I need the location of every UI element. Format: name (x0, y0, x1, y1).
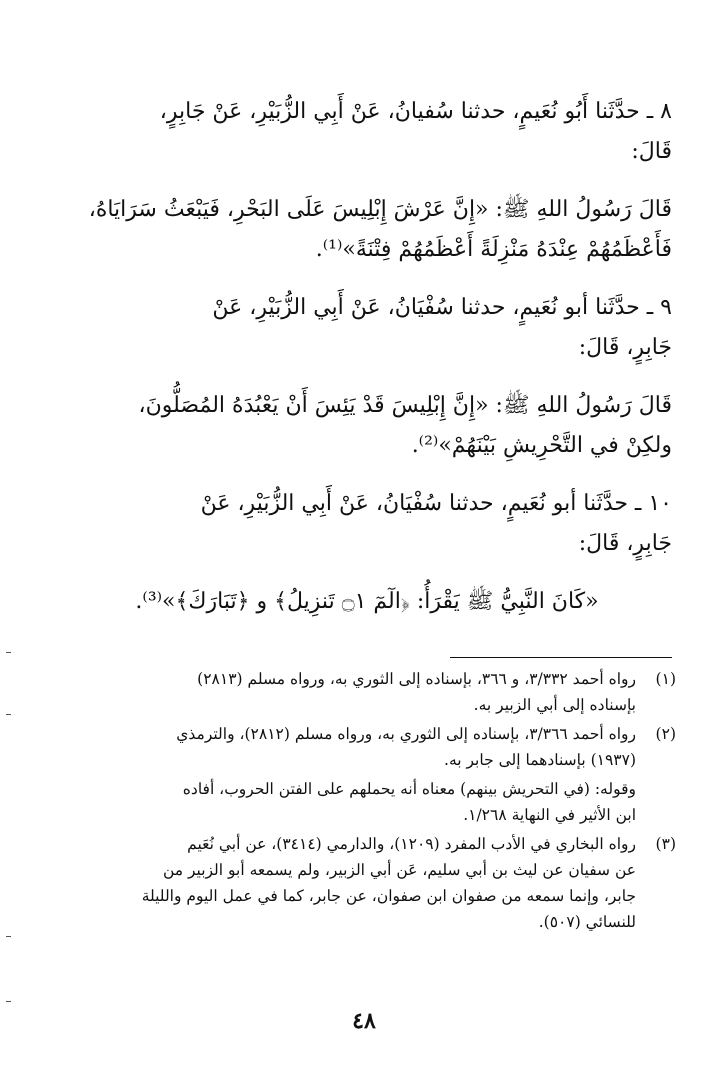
isnad-line: ١٠ ـ حدَّثَنا أبو نُعَيمٍ، حدثنا سُفْيَانُ، عَنْ أَبِي الزُّبَيْرِ، عَنْ (200, 491, 672, 516)
isnad-line: قَالَ: (631, 139, 672, 164)
matn-line: ولكِنْ في التَّحْرِيشِ بَيْنَهُمْ»⁽²⁾. (411, 433, 672, 458)
matn-line: قَالَ رَسُولُ اللهِ ﷺ: «إِنَّ عَرْشَ إِبْلِيسَ عَلَى البَحْرِ، فَيَبْعَثُ سَرَايَاهُ، (88, 197, 672, 222)
footnote-line: للنسائي (٥٠٧). (538, 913, 636, 931)
margin-mark (6, 936, 11, 937)
margin-mark (6, 652, 11, 653)
hadith-9-matn (62, 386, 672, 466)
footnote-line: وقوله: (في التحريش بينهم) معناه أنه يحملهم على الفتن الحروب، أفاده (182, 780, 636, 798)
footnote-1 (62, 666, 676, 718)
page-number: ٤٨ (352, 1008, 376, 1034)
footnote-text (62, 721, 636, 773)
hadith-8-matn (62, 190, 672, 270)
footnote-text (62, 666, 636, 718)
footnote-line: ابن الأثير في النهاية ١/٢٦٨. (463, 806, 636, 824)
footnotes (62, 666, 676, 938)
footnote-2-comment (62, 776, 676, 828)
footnote-line: رواه أحمد ٣/٣٦٦، بإسناده إلى الثوري به، ورواه مسلم (٢٨١٢)، والترمذي (176, 725, 636, 743)
footnote-line: رواه أحمد ٣/٣٣٢، و ٣٦٦، بإسناده إلى الثوري به، ورواه مسلم (٢٨١٣) (197, 670, 636, 688)
footnote-line: بإسناده إلى أبي الزبير به. (473, 696, 636, 714)
main-text (62, 92, 672, 640)
footnote-separator (450, 657, 672, 658)
footnote-number: (١) (655, 670, 676, 688)
footnote-line: رواه البخاري في الأدب المفرد (١٢٠٩)، والدارمي (٣٤١٤)، عن أبي نُعَيم (187, 835, 636, 853)
margin-mark (6, 1001, 11, 1002)
footnote-text (62, 831, 636, 935)
footnote-line: عن سفيان عن ليث بن أبي سليم، عَن أبي الزبير، ولم يسمعه أبو الزبير من (162, 861, 636, 879)
hadith-10-matn (62, 582, 672, 622)
footnote-line: جابر، وإنما سمعه من صفوان ابن صفوان، عن جابر، كما في عمل اليوم والليلة (141, 887, 636, 905)
matn-line: قَالَ رَسُولُ اللهِ ﷺ: «إِنَّ إِبْلِيسَ قَدْ يَئِسَ أَنْ يَعْبُدَهُ المُصَلُّونَ، (138, 393, 672, 418)
isnad-line: ٩ ـ حدَّثَنا أبو نُعَيمٍ، حدثنا سُفْيَانُ، عَنْ أَبِي الزُّبَيْرِ، عَنْ (212, 295, 672, 320)
footnote-number: (٣) (655, 835, 676, 853)
footnote-line: (١٩٣٧) بإسنادهما إلى جابر به. (444, 751, 636, 769)
matn-line: «كَانَ النَّبِيُّ ﷺ يَقْرَأُ: ﴿الٓمٓ ۝١ تَنزِيلُ﴾ و ﴿تَبَارَكَ﴾»⁽³⁾. (135, 589, 599, 614)
hadith-8 (62, 92, 672, 172)
hadith-9 (62, 288, 672, 368)
isnad-line: ٨ ـ حدَّثَنا أَبُو نُعَيمٍ، حدثنا سُفيانُ، عَنْ أَبِي الزُّبَيْرِ، عَنْ جَابِرٍ، (159, 99, 672, 124)
isnad-line: جَابِرٍ، قَالَ: (578, 335, 672, 360)
footnote-number: (٢) (655, 725, 676, 743)
footnote-2 (62, 721, 676, 773)
margin-mark (6, 714, 11, 715)
footnote-3 (62, 831, 676, 935)
matn-line: فَأَعْظَمُهُمْ عِنْدَهُ مَنْزِلَةً أَعْظَمُهُمْ فِتْنَةً»⁽¹⁾. (315, 237, 672, 262)
hadith-10 (62, 484, 672, 564)
isnad-line: جَابِرٍ، قَالَ: (578, 531, 672, 556)
